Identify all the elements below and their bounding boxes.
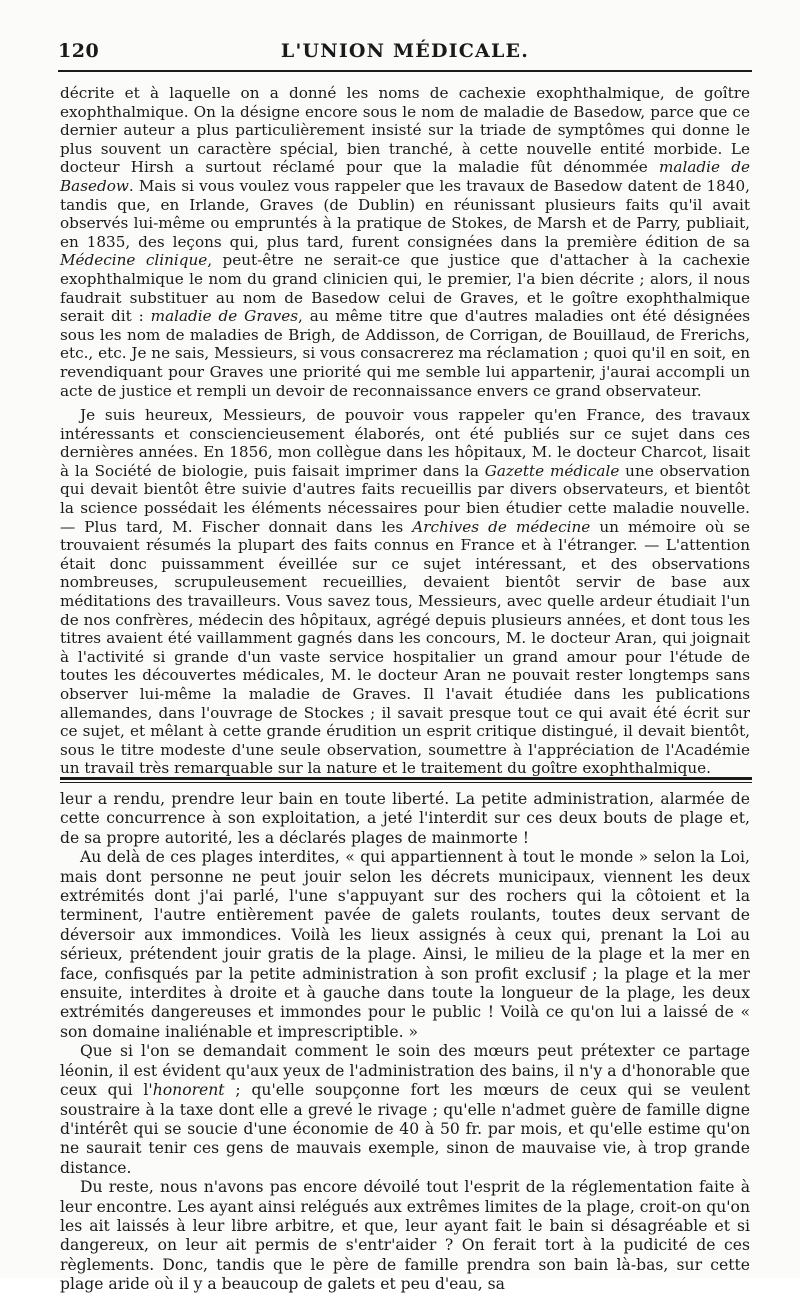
lecture-section [60, 84, 750, 778]
lecture-paragraph-1: décrite et à laquelle on a donné les noms de cachexie exophthalmique, de goître exophthalmique. On la désigne encore sous le nom de maladie de Basedow, parce que ce dernier auteur a plus particulièrement insisté sur la triade de symptômes qui donne le plus souvent un caractère spécial, bien tranché, à cette nouvelle entité morbide. Le docteur Hirsh a surtout réclamé pour que la maladie fût dénommée maladie de Basedow. Mais si vous voulez vous rappeler que les travaux de Basedow datent de 1840, tandis que, en Irlande, Graves (de Dublin) en réunissant plusieurs faits qu'il avait observés lui-même ou empruntés à la pratique de Stokes, de Marsh et de Parry, publiait, en 1835, des leçons qui, plus tard, furent consignées dans la première édition de sa Médecine clinique, peut-être ne serait-ce que justice que d'attacher à la cachexie exophthalmique le nom du grand clinicien qui, le premier, l'a bien décrite ; alors, il nous faudrait substituer au nom de Basedow celui de Graves, et le goître exophthalmique serait dit : maladie de Graves, au même titre que d'autres maladies ont été désignées sous les nom de maladies de Brigh, de Addisson, de Corrigan, de Bouillaud, de Frerichs, etc., etc. Je ne sais, Messieurs, si vous consacrerez ma réclamation ; quoi qu'il en soit, en revendiquant pour Graves une priorité qui me semble lui appartenir, j'aurai accompli un acte de justice et rempli un devoir de reconnaissance envers ce grand observateur. [60, 84, 751, 400]
page-header [58, 38, 752, 66]
page-number: 120 [58, 40, 100, 62]
feuilleton-section [60, 790, 750, 1295]
feuilleton-paragraph-3: Que si l'on se demandait comment le soin des mœurs peut prétexter ce partage léonin, il est évident qu'aux yeux de l'administration des bains, il n'y a d'honorable que ceux qui l'honorent ; qu'elle soupçonne fort les mœurs de ceux qui se veulent soustraire à la taxe dont elle a grevé le rivage ; qu'elle n'admet guère de famille digne d'intérêt qui se soucie d'une économie de 40 à 50 fr. par mois, et qu'elle estime qu'on ne saurait tenir ces gens de mauvais exemple, sinon de mauvaise vie, à trop grande distance. [60, 1042, 751, 1177]
feuilleton-paragraph-2: Au delà de ces plages interdites, « qui appartiennent à tout le monde » selon la Loi, mais dont personne ne peut jouir selon les décrets municipaux, viennent les deux extrémités dont j'ai parlé, l'une s'appuyant sur des rochers qui la côtoient et la terminent, l'autre entièrement pavée de galets roulants, toutes deux servant de déversoir aux immondices. Voilà les lieux assignés à ceux qui, prenant la Loi au sérieux, prétendent jouir gratis de la plage. Ainsi, le milieu de la plage et la mer en face, confisqués par la petite administration à son profit exclusif ; la plage et la mer ensuite, interdites à droite et à gauche dans toute la longueur de la plage, les deux extrémités dangereuses et immondes pour le public ! Voilà ce qu'on lui a laissé de « son domaine inaliénable et imprescriptible. » [60, 848, 750, 1041]
feuilleton-paragraph-1: leur a rendu, prendre leur bain en toute liberté. La petite administration, alarmée de cette concurrence à son exploitation, a jeté l'interdit sur ces deux bouts de plage et, de sa propre autorité, les a déclarés plages de mainmorte ! [60, 790, 750, 847]
feuilleton-paragraph-4: Du reste, nous n'avons pas encore dévoilé tout l'esprit de la réglementation faite à leur encontre. Les ayant ainsi relégués aux extrêmes limites de la plage, croit-on qu'on les ait laissés à leur libre arbitre, et que, leur ayant fait le bain si désagréable et si dangereux, on leur ait permis de s'entr'aider ? On ferait tort à la pudicité de ces règlements. Donc, tandis que le père de famille prendra son bain là-bas, sur cette plage aride où il y a beaucoup de galets et peu d'eau, sa [60, 1178, 750, 1294]
lecture-paragraph-2: Je suis heureux, Messieurs, de pouvoir vous rappeler qu'en France, des travaux intéressants et consciencieusement élaborés, ont été publiés sur ce sujet dans ces dernières années. En 1856, mon collègue dans les hôpitaux, M. le docteur Charcot, lisait à la Société de biologie, puis faisait imprimer dans la Gazette médicale une observation qui devait bientôt être suivie d'autres faits recueillis par divers observateurs, et bientôt la science possédait les éléments nécessaires pour bien étudier cette maladie nouvelle. — Plus tard, M. Fischer donnait dans les Archives de médecine un mémoire où se trouvaient résumés la plupart des faits connus en France et à l'étranger. — L'attention était donc puissamment éveillée sur ce sujet intéressant, et des observations nombreuses, scrupuleusement recueillies, devaient bientôt servir de base aux méditations des travailleurs. Vous savez tous, Messieurs, avec quelle ardeur étudiait l'un de nos confrères, médecin des hôpitaux, agrégé depuis plusieurs années, et dont tous les titres avaient été vaillamment gagnés dans les concours, M. le docteur Aran, qui joignait à l'activité si grande d'un vaste service hospitalier un grand amour pour l'étude de toutes les découvertes médicales, M. le docteur Aran ne pouvait rester longtemps sans observer lui-même la maladie de Graves. Il l'avait étudiée dans les publications allemandes, dans l'ouvrage de Stockes ; il savait presque tout ce qui avait été écrit sur ce sujet, et mêlant à cette grande érudition un esprit critique distingué, il devait bientôt, sous le titre modeste d'une seule observation, soumettre à l'appréciation de l'Académie un travail très remarquable sur la nature et le traitement du goître exophthalmique. [60, 406, 750, 778]
section-divider [60, 777, 752, 783]
journal-title: L'UNION MÉDICALE. [280, 40, 530, 62]
header-rule [58, 70, 752, 72]
